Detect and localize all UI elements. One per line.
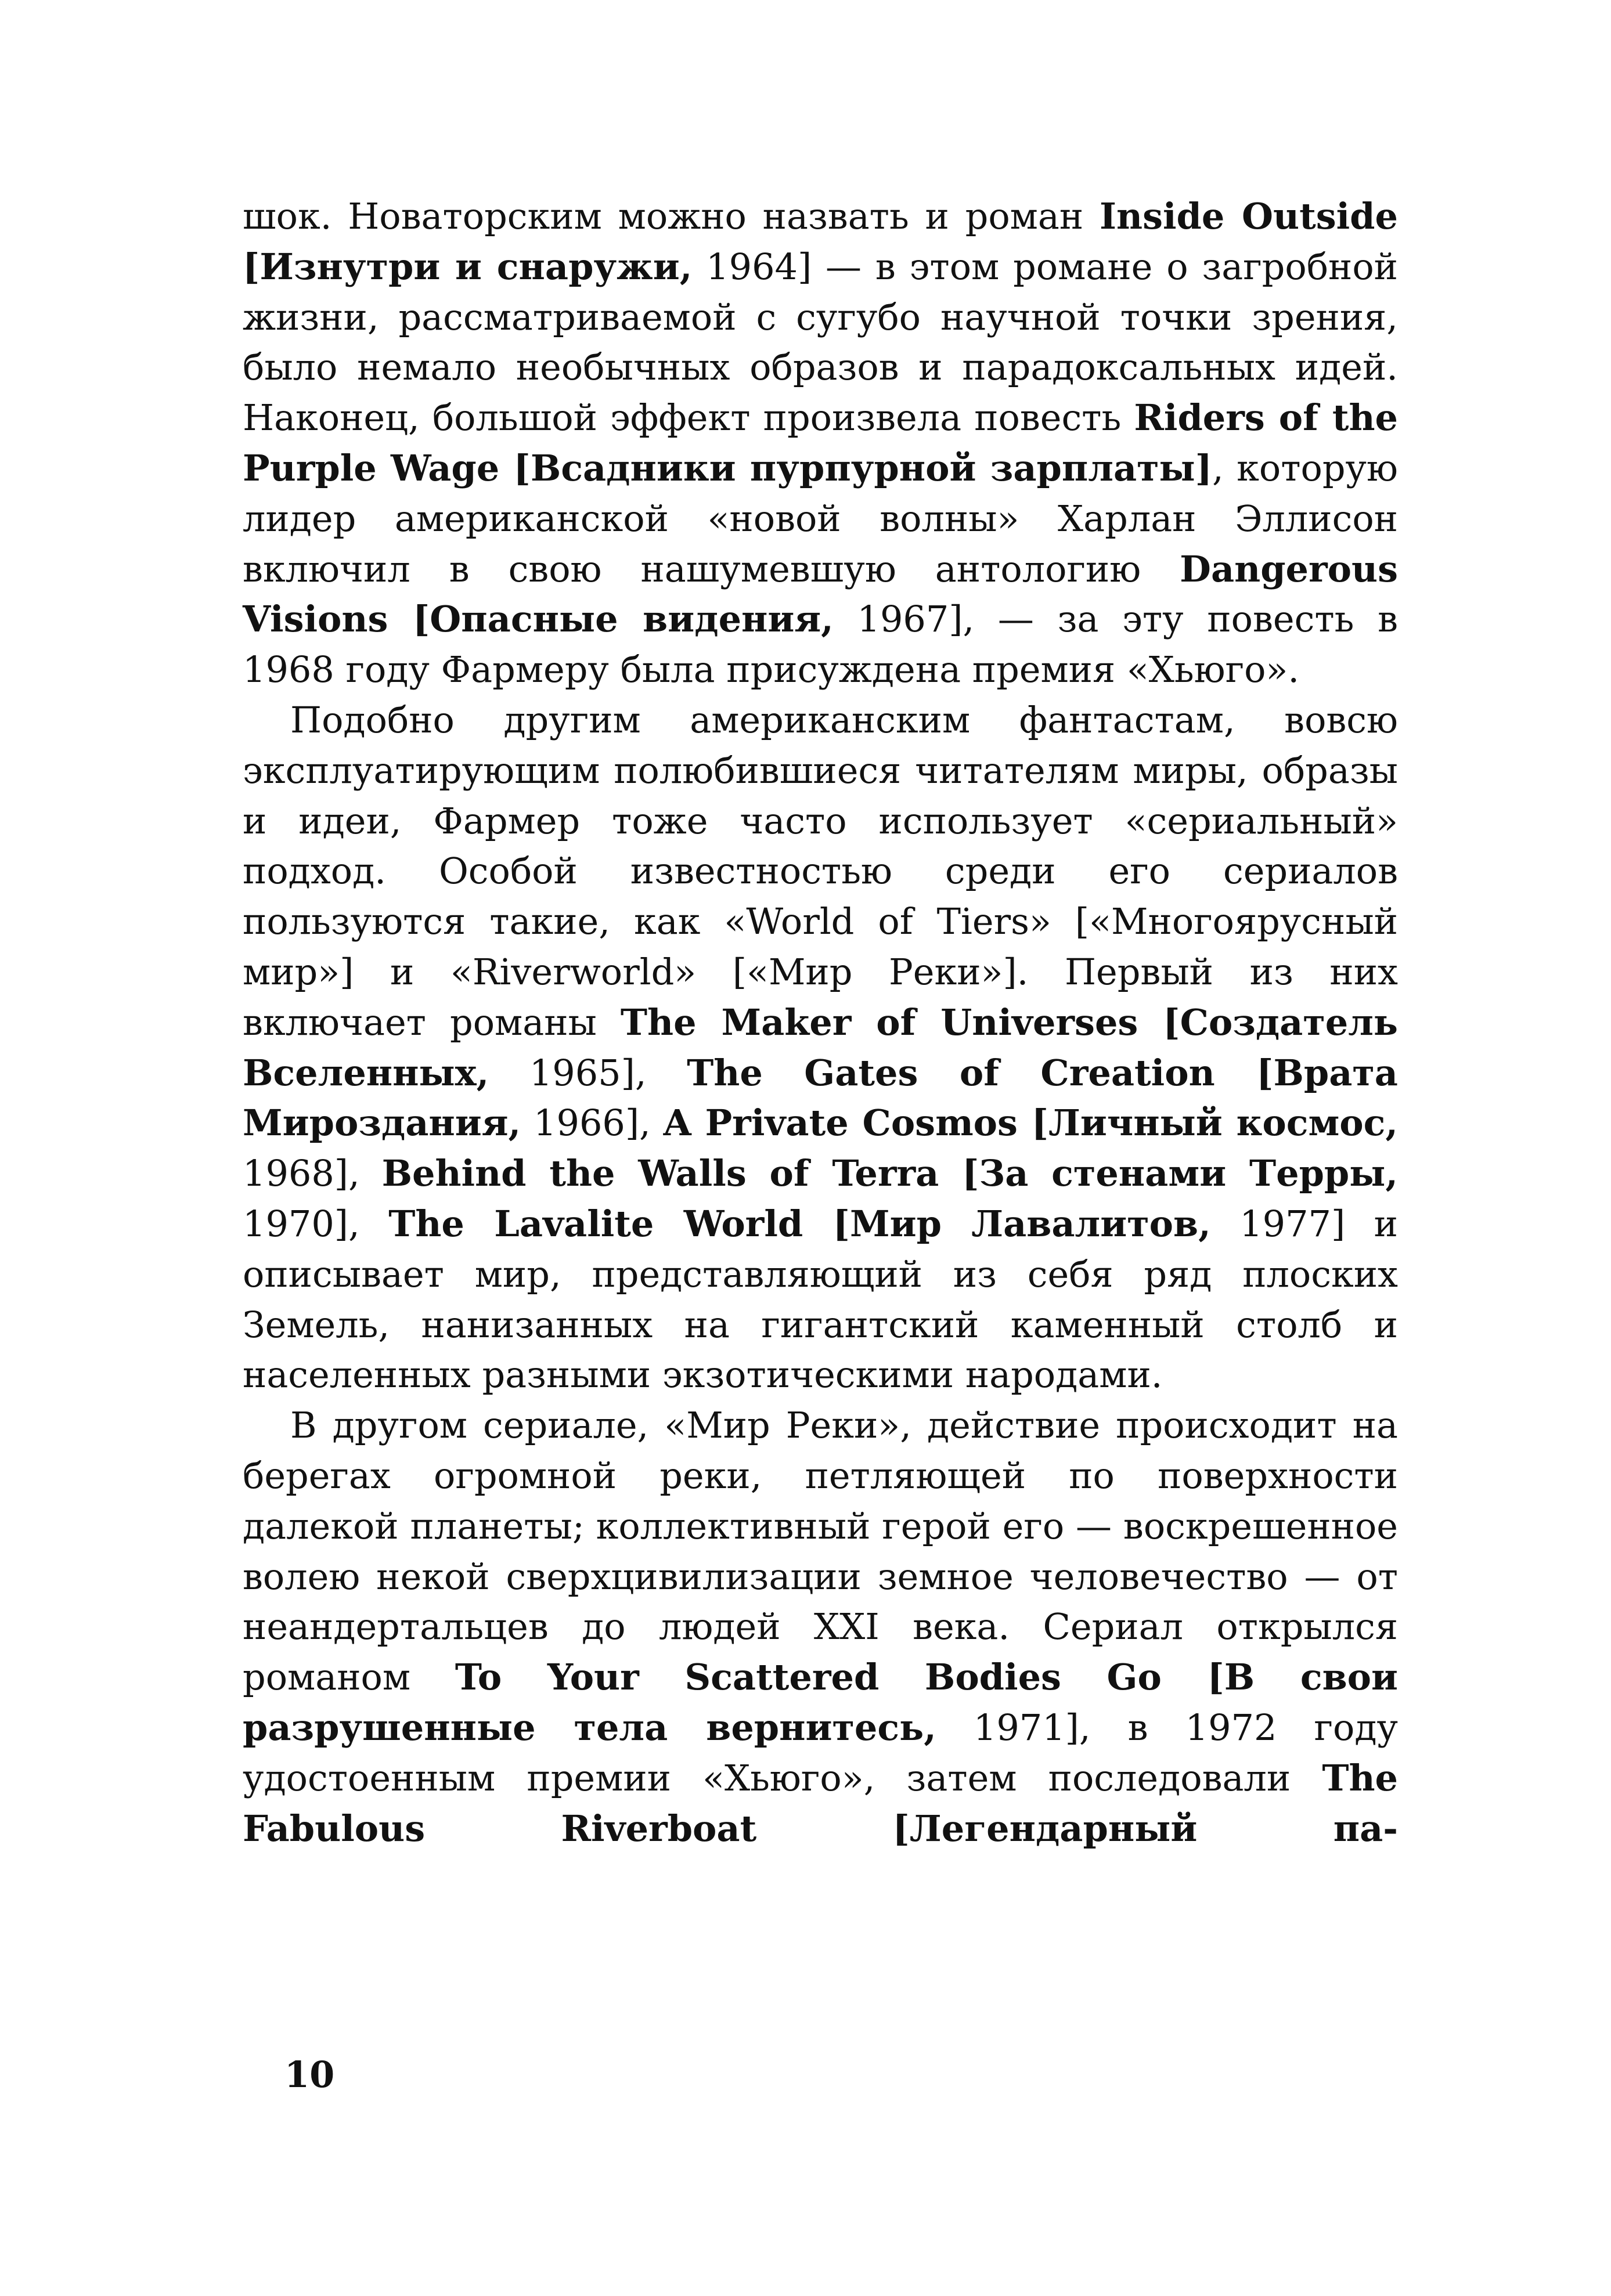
text-run: 1971], в 1972 году удостоенным премии «Хьюго», затем последовали — [243, 1706, 1398, 1799]
bold-title: Riders of the Purple Wage [Всадники пурпурной зарплаты] — [243, 396, 1398, 489]
text-run: шок. Новаторским можно назвать и роман — [243, 195, 1100, 237]
paragraph-1 — [243, 192, 1398, 695]
text-run: 1968], — [243, 1152, 382, 1195]
bold-title: Inside Outside [Изнутри и снаружи, — [243, 195, 1398, 288]
bold-title: To Your Scattered Bodies Go [В свои разрушенные тела вернитесь, — [243, 1656, 1398, 1749]
bold-title: The Maker of Universes [Создатель Вселенных, — [243, 1001, 1398, 1094]
text-run: 1977] и описывает мир, представляющий из себя ряд плоских Земель, нанизанных на гигантский каменный столб и населенных разными экзотическими народами. — [243, 1202, 1399, 1396]
bold-title: Behind the Walls of Terra [За стенами Терры, — [381, 1152, 1399, 1195]
bold-title: Dangerous Visions [Опасные видения, — [243, 547, 1398, 641]
bold-title: The Lavalite World [Мир Лавалитов, — [388, 1202, 1211, 1245]
body-text — [243, 192, 1398, 1854]
text-run: 1966], — [521, 1102, 664, 1145]
text-run: В другом сериале, «Мир Реки», действие происходит на берегах огромной реки, петляющей по поверхности далекой планеты; коллективный герой его — воскрешенное волею некой сверхцивилизации земное человечество — от неандертальцев до людей XXI века. Сериал открылся романом — [243, 1404, 1398, 1699]
page-number: 10 — [284, 2053, 335, 2096]
text-run: , которую лидер американской «новой волны» Харлан Эллисон включил в свою нашумевшую антологию — [243, 446, 1399, 590]
text-run: 1964] — в этом романе о загробной жизни, рассматриваемой с сугубо научной точки зрения, было немало необычных образов и парадоксальных идей. Наконец, большой эффект произвела повесть — [243, 245, 1398, 439]
text-run: 1967], — за эту повесть в 1968 году Фармеру была присуждена премия «Хьюго». — [243, 598, 1398, 691]
paragraph-2 — [243, 695, 1398, 1400]
text-run: 1965], — [489, 1051, 687, 1094]
text-run: 1970], — [243, 1202, 389, 1245]
text-run: Подобно другим американским фантастам, вовсю эксплуатирующим полюбившиеся читателям миры, образы и идеи, Фармер тоже часто использует «сериальный» подход. Особой известностью среди его сериалов пользуются такие, как «World of Tiers» [«Многоярусный мир»] и «Riverworld» [«Мир Реки»]. Первый из них включает романы — [243, 698, 1398, 1044]
bold-title: A Private Cosmos [Личный космос, — [663, 1102, 1398, 1145]
paragraph-3 — [243, 1400, 1398, 1854]
bold-title: The Fabulous Riverboat [Легендарный па- — [243, 1756, 1398, 1850]
bold-title: The Gates of Creation [Врата Мироздания, — [243, 1051, 1398, 1145]
